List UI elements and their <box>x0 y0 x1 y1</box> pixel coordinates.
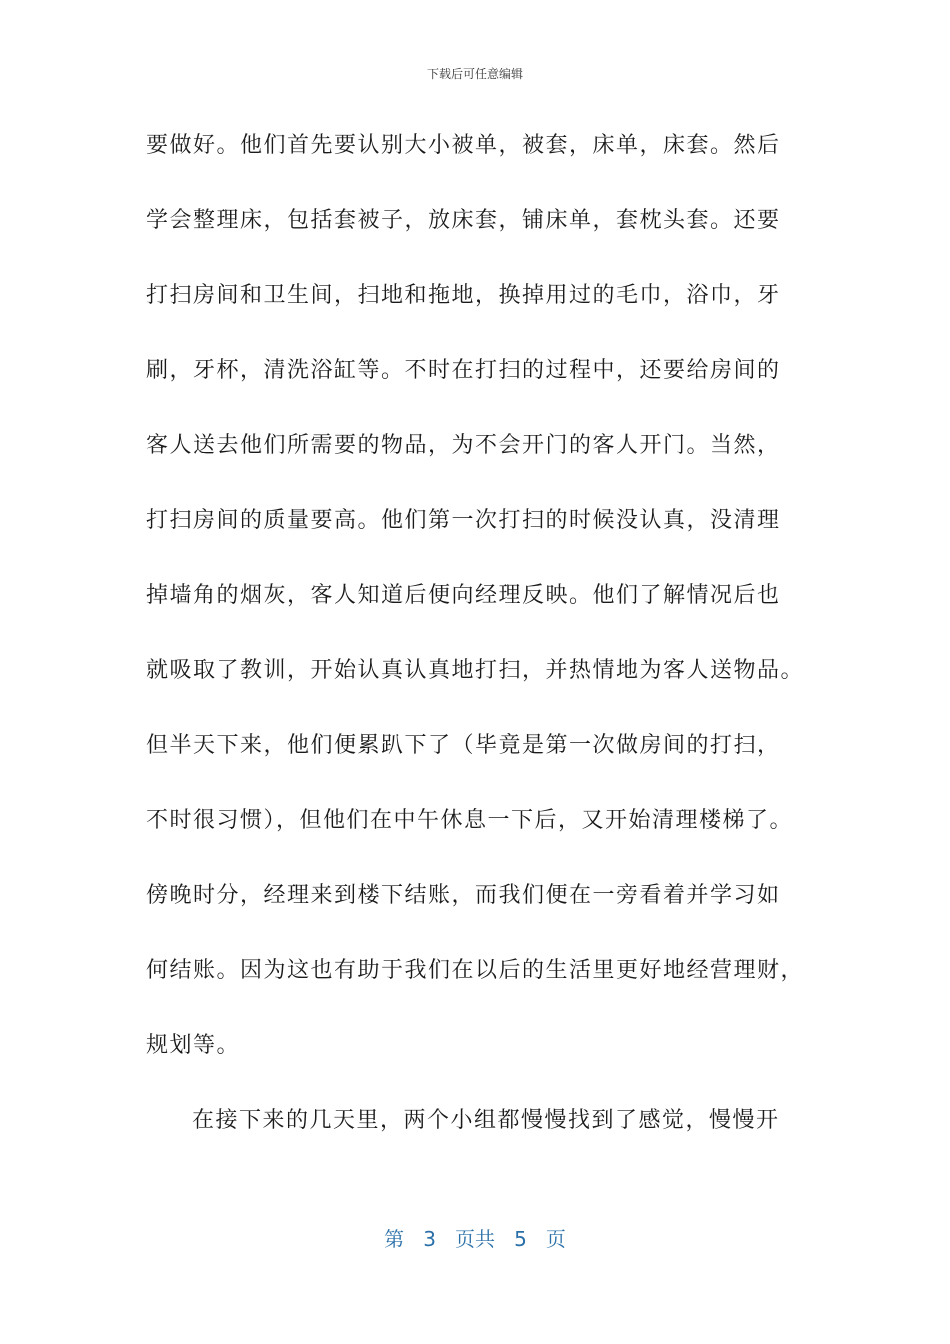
body-line-12: 何结账。因为这也有助于我们在以后的生活里更好地经营理财， <box>146 958 805 983</box>
body-line-10: 不时很习惯），但他们在中午休息一下后，又开始清理楼梯了。 <box>146 808 794 833</box>
body-line-9: 但半天下来，他们便累趴下了（毕竟是第一次做房间的打扫， <box>146 733 781 758</box>
body-line-2: 学会整理床，包括套被子，放床套，铺床单，套枕头套。还要 <box>146 208 781 233</box>
body-line-8: 就吸取了教训，开始认真认真地打扫，并热情地为客人送物品。 <box>146 658 805 683</box>
footer-prefix: 第 <box>384 1227 405 1251</box>
page-header <box>0 66 950 82</box>
body-line-7: 掉墙角的烟灰，客人知道后便向经理反映。他们了解情况后也 <box>146 583 781 608</box>
header-note: 下载后可任意编辑 <box>426 67 523 81</box>
body-line-4: 刷，牙杯，清洗浴缸等。不时在打扫的过程中，还要给房间的 <box>146 358 781 383</box>
body-line-3: 打扫房间和卫生间，扫地和拖地，换掉用过的毛巾，浴巾，牙 <box>146 283 781 308</box>
body-line-6: 打扫房间的质量要高。他们第一次打扫的时候没认真，没清理 <box>146 508 781 533</box>
body-line-1: 要做好。他们首先要认别大小被单，被套，床单，床套。然后 <box>146 133 781 158</box>
body-line-5: 客人送去他们所需要的物品，为不会开门的客人开门。当然， <box>146 433 781 458</box>
page-footer <box>0 1226 950 1252</box>
document-body <box>146 126 816 1176</box>
body-line-14-paragraph-start: 在接下来的几天里，两个小组都慢慢找到了感觉，慢慢开 <box>192 1108 780 1133</box>
footer-current-page: 3 <box>423 1227 436 1251</box>
footer-total-pages: 5 <box>514 1227 527 1251</box>
footer-suffix: 页 <box>545 1227 566 1251</box>
body-line-11: 傍晚时分，经理来到楼下结账，而我们便在一旁看着并学习如 <box>146 883 781 908</box>
footer-middle: 页共 <box>455 1227 495 1251</box>
body-line-13: 规划等。 <box>146 1033 241 1058</box>
